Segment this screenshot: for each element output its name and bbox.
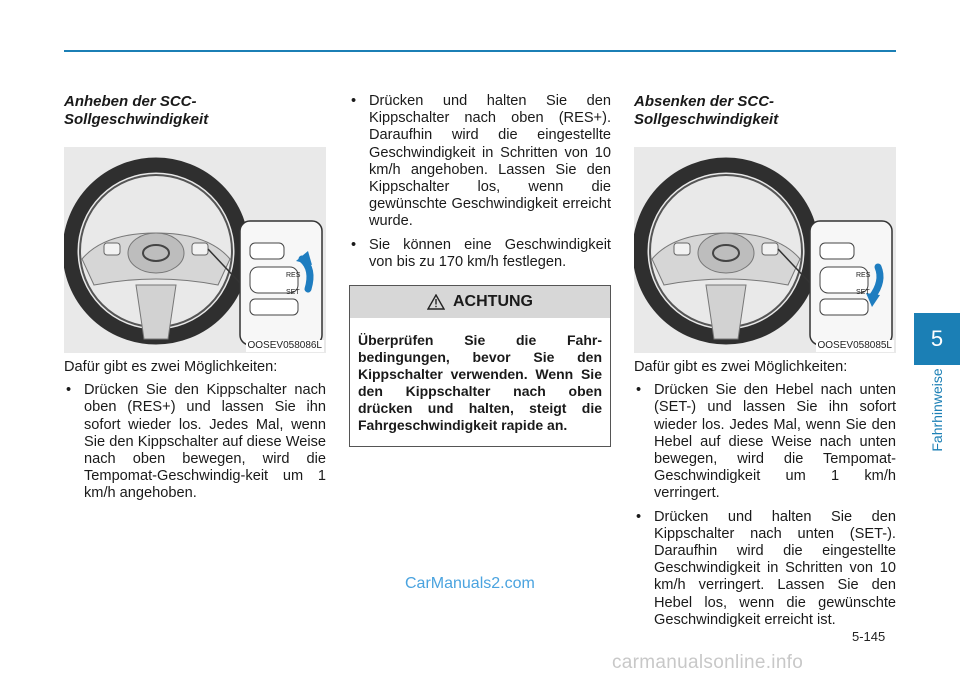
bullet-list [634, 382, 896, 629]
caution-title: ACHTUNG [453, 293, 533, 311]
caution-box [349, 285, 611, 447]
list-item: • Sie können eine Geschwindigkeit von bis zu 170 km/h festlegen. [349, 237, 611, 271]
section-heading-raise: Anheben der SCC- Sollgeschwindigkeit [64, 93, 209, 128]
steering-wheel-figure-res [64, 147, 326, 353]
column-hold-res [349, 93, 611, 447]
bullet-list [349, 93, 611, 271]
list-item: • Drücken und halten Sie den Kippschalter nach oben (RES+). Daraufhin wird die eingestellte Geschwindigkeit in Schritten von 10 km/h angehoben. Lassen Sie den Kippschalter los, wenn die gewünschte Geschwindigkeit erreicht wurde. [349, 93, 611, 231]
list-item: • Drücken Sie den Hebel nach unten (SET-) und lassen Sie ihn sofort wieder los. Jedes Mal, wenn Sie den Hebel auf diese Weise nach unten bewegen, wird die Tempomat-Geschwindigkeit um 1 km/h verringert. [634, 382, 896, 502]
chapter-tab: 5 [914, 313, 960, 365]
list-item: • Drücken Sie den Kippschalter nach oben (RES+) und lassen Sie ihn sofort wieder los. Jedes Mal, wenn Sie den Kippschalter auf diese Weise nach oben bewegen, wird die Tempomat-Geschwindig-keit um 1 km/h angehoben. [64, 382, 326, 502]
steering-wheel-illustration [64, 147, 326, 353]
section-heading-lower: Absenken der SCC- Sollgeschwindigkeit [634, 93, 779, 128]
set-label: SET [856, 289, 870, 296]
res-label: RES [286, 272, 301, 279]
bullet-list [64, 382, 326, 502]
caution-text: Überprüfen Sie die Fahr-bedingungen, bevor Sie den Kippschalter verwenden. Wenn Sie den Kippschalter nach oben drücken und halten, steigt die Fahrgeschwindigkeit rapide an. [358, 332, 602, 434]
page-number: 5-145 [852, 629, 886, 644]
column-raise-speed [64, 93, 326, 509]
caution-header [350, 286, 610, 318]
warning-triangle-icon [427, 294, 445, 310]
res-label: RES [856, 272, 871, 279]
watermark: CarManuals2.com [405, 575, 535, 592]
set-label: SET [286, 289, 300, 296]
figure-code: OOSEV058086L [247, 340, 322, 351]
chapter-label: Fahrhinweise [929, 368, 945, 452]
list-item: • Drücken und halten Sie den Kippschalter nach unten (SET-). Daraufhin wird die eingestellte Geschwindigkeit in Schritten von 10 km/h verringert. Lassen Sie den Hebel los, wenn die gewünschte Geschwindigkeit erreicht ist. [634, 509, 896, 629]
steering-wheel-figure-set [634, 147, 896, 353]
intro-text: Dafür gibt es zwei Möglichkeiten: [634, 359, 848, 375]
footer-watermark: carmanualsonline.info [612, 652, 804, 673]
steering-wheel-illustration [634, 147, 896, 353]
figure-code: OOSEV058085L [817, 340, 892, 351]
column-lower-speed [634, 93, 896, 635]
intro-text: Dafür gibt es zwei Möglichkeiten: [64, 359, 278, 375]
header-rule [64, 50, 896, 52]
